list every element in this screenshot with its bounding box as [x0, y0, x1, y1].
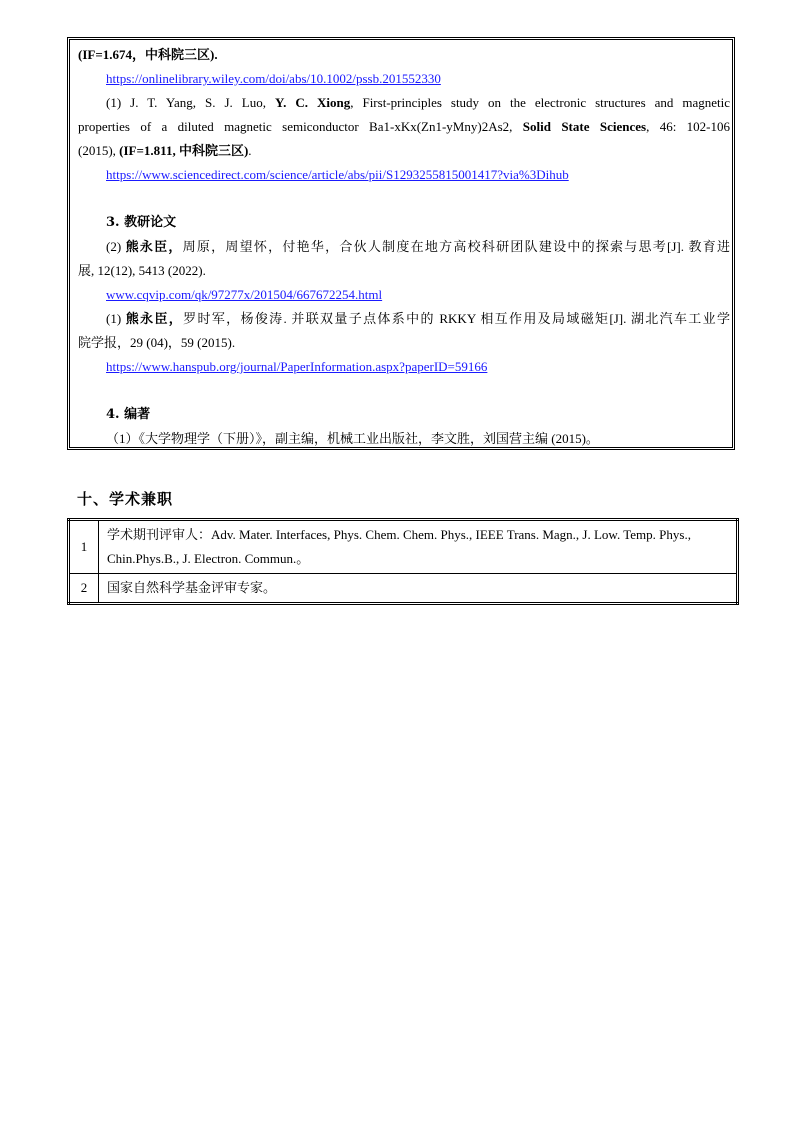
row-number: 1: [69, 520, 99, 574]
paper1-year: (2015),: [78, 143, 116, 158]
hanspub-link[interactable]: https://www.hanspub.org/journal/PaperInformation.aspx?paperID=59166: [106, 359, 488, 374]
paper1-vol: , 46: 102-106: [646, 119, 730, 134]
section4-title: 4. 编著: [106, 407, 151, 422]
paper1-journal: Solid State Sciences: [522, 119, 647, 134]
cqvip-link[interactable]: www.cqvip.com/qk/97277x/201504/667672254.html: [106, 287, 383, 302]
impact-factor-note: (IF=1.674，中科院三区).: [78, 47, 218, 62]
academic-duties-table: [67, 518, 739, 605]
paper1-authors: J. T. Yang, S. J. Luo,: [130, 95, 266, 110]
edu-paper2-author: 熊永臣，: [125, 239, 183, 254]
paper1-line2: [78, 119, 730, 135]
paper1-if: (IF=1.811, 中科院三区): [119, 143, 249, 158]
sciencedirect-link[interactable]: https://www.sciencedirect.com/science/article/abs/pii/S1293255815001417?via%3Dihub: [106, 167, 569, 182]
paper1-title-part2: properties of a diluted magnetic semiconductor Ba1-xKx(Zn1-yMny)2As2,: [78, 119, 513, 134]
edu-paper1-line2: 院学报，29 (04)，59 (2015).: [78, 335, 236, 350]
table-row: [69, 574, 738, 604]
section10-title: 十、学术兼职: [77, 490, 174, 508]
row-number: 2: [69, 574, 99, 604]
paper1-line3: (2015), (IF=1.811, 中科院三区).: [78, 143, 252, 158]
paper1-author-bold: Y. C. Xiong: [274, 95, 351, 110]
publications-box: [67, 37, 735, 450]
edu-paper2-line2: 展, 12(12), 5413 (2022).: [78, 263, 206, 278]
book-item: （1）《大学物理学（下册）》，副主编，机械工业出版社，李文胜，刘国营主编 (2015)。: [106, 431, 599, 446]
section3-title: 3. 教研论文: [106, 215, 177, 230]
edu-paper1-line1: (1) 熊永臣，罗时军，杨俊涛. 并联双量子点体系中的 RKKY 相互作用及局域磁矩[J]. 湖北汽车工业学: [106, 311, 730, 326]
wiley-link[interactable]: https://onlinelibrary.wiley.com/doi/abs/10.1002/pssb.201552330: [106, 71, 441, 86]
paper1-num: (1): [106, 95, 122, 110]
row-text: 国家自然科学基金评审专家。: [99, 574, 738, 604]
edu-paper1-author: 熊永臣，: [125, 311, 184, 326]
edu-paper2-line1: (2) 熊永臣，周原，周望怀，付艳华，合伙人制度在地方高校科研团队建设中的探索与思考[J]. 教育进: [106, 239, 731, 254]
paper1-title-part1: , First-principles study on the electronic structures and magnetic: [350, 95, 731, 110]
paper1-line1: [106, 95, 730, 111]
table-row: [69, 520, 738, 574]
row-text: 学术期刊评审人：Adv. Mater. Interfaces, Phys. Chem. Chem. Phys., IEEE Trans. Magn., J. Low. Temp. Phys., Chin.Phys.B., J. Electron. Commun.。: [99, 520, 738, 574]
